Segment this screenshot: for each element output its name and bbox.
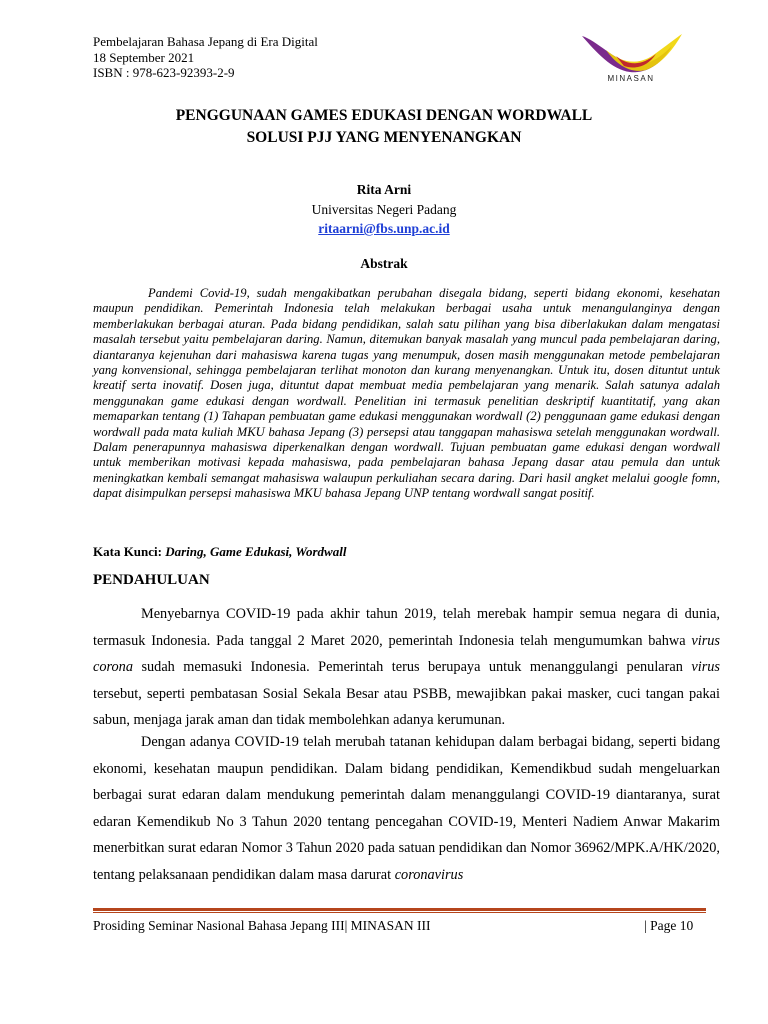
- paper-title-line-1: PENGGUNAAN GAMES EDUKASI DENGAN WORDWALL: [175, 107, 593, 124]
- logo-text: MINASAN: [607, 74, 655, 83]
- body-paragraph-2: [93, 729, 720, 888]
- footer-rule-thin: [93, 912, 706, 913]
- keywords-values: Daring, Game Edukasi, Wordwall: [165, 544, 347, 559]
- footer-rule-thick: [93, 908, 706, 911]
- paper-title: [0, 105, 768, 149]
- paragraph-2-text-a: Dengan adanya COVID-19 telah merubah tatanan kehidupan dalam berbagai bidang, seperti bidang ekonomi, kesehatan maupun pendidikan. Dalam bidang pendidikan, Kemendikbud sudah mengeluarkan berbagai surat edaran dalam mendukung pemerintah dalam menanggulangi COVID-19 diantaranya, surat edaran Kemendikub No 3 Tahun 2020 tentang pencegahan COVID-19, Menteri Nadiem Anwar Makarim menerbitkan surat edaran Nomor 3 Tahun 2020 pada satuan pendidikan dan Nomor 36962/MPK.A/HK/2020, tentang pelaksanaan pendidikan dalam masa darurat: [93, 734, 720, 883]
- paragraph-1-virus: virus: [691, 659, 720, 675]
- paragraph-1-text-a: Menyebarnya COVID-19 pada akhir tahun 2019, telah merebak hampir semua negara di dunia, termasuk Indonesia. Pada tanggal 2 Maret 2020, pemerintah Indonesia telah mengumumkan bahwa: [93, 606, 720, 649]
- author-email-link[interactable]: ritaarni@fbs.unp.ac.id: [318, 221, 450, 236]
- footer-proceedings-title: Prosiding Seminar Nasional Bahasa Jepang III| MINASAN III: [93, 918, 431, 933]
- footer-page-number: | Page 10: [644, 918, 694, 933]
- keywords: [93, 544, 346, 560]
- author-block: [0, 180, 768, 239]
- header-meta: [93, 34, 318, 81]
- minasan-logo: [576, 26, 686, 84]
- paragraph-1-text-c: sudah memasuki Indonesia. Pemerintah terus berupaya untuk menanggulangi penularan: [132, 659, 692, 675]
- paragraph-1-text-e: tersebut, seperti pembatasan Sosial Sekala Besar atau PSBB, mewajibkan pakai masker, cuci tangan pakai sabun, menjaga jarak aman dan tidak membolehkan adanya kerumunan.: [93, 685, 720, 728]
- paragraph-2-coronavirus: coronavirus: [394, 866, 464, 883]
- header-isbn: ISBN : 978-623-92393-2-9: [93, 65, 235, 80]
- body-paragraph-1: [93, 601, 720, 734]
- author-affiliation: Universitas Negeri Padang: [311, 201, 457, 217]
- abstract-body: Pandemi Covid-19, sudah mengakibatkan perubahan disegala bidang, seperti bidang ekonomi, kesehatan maupun pendidikan. Pemerintah Indonesia telah melakukan berbagai usaha untuk menangulanginya dengan memberlakukan berbagai aturan. Pada bidang pendidikan, salah satu pilihan yang bisa diberlakukan dalam mengatasi masalah tersebut yaitu pembelajaran daring. Namun, ditemukan banyak masalah yang muncul pada pembelajaran daring, diantaranya kejenuhan dari mahasiswa karena tugas yang menumpuk, dosen masih menggunakan metode pembelajaran yang konvensional, sehingga pembelajaran terlihat monoton dan kurang menyenangkan. Untuk itu, dosen dituntut untuk kreatif serta inovatif. Dosen juga, dituntut dapat membuat media pembelajaran yang menarik. Salah satunya adalah menggunakan game edukasi dengan wordwall. Penelitian ini termasuk penelitian deskriptif kuantitatif, yang akan memaparkan tentang (1) Tahapan pembuatan game edukasi menggunakan wordwall (2) penggunaan game edukasi dengan wordwall pada mata kuliah MKU bahasa Jepang (3) persepsi atau tanggapan mahasiswa setelah menggunakan wordwall. Dalam penerapunnya mahasiswa diperkenalkan dengan wordwall. Tujuan pembuatan game edukasi dengan wordwall untuk memberikan motivasi kepada mahasiswa, pada pembelajaran bahasa Jepang dasar atau pemula dan untuk meningkatkan kembali semangat mahasiswa walaupun perkuliahan secara daring. Dari hasil angket melalui google fomn, dapat disimpulkan persepsi mahasiswa MKU bahasa Jepang UNP tentang wordwall sangat positif.: [93, 286, 720, 501]
- keywords-label: Kata Kunci:: [93, 544, 162, 559]
- header-date: 18 September 2021: [93, 49, 195, 65]
- section-heading-introduction: PENDAHULUAN: [93, 572, 210, 588]
- abstract-heading: Abstrak: [360, 256, 408, 271]
- paragraph-1-virus-corona: virus corona: [93, 632, 720, 675]
- header-conference-title: Pembelajaran Bahasa Jepang di Era Digital: [93, 34, 318, 49]
- author-name: Rita Arni: [356, 182, 412, 197]
- paper-title-line-2: SOLUSI PJJ YANG MENYENANGKAN: [246, 129, 522, 146]
